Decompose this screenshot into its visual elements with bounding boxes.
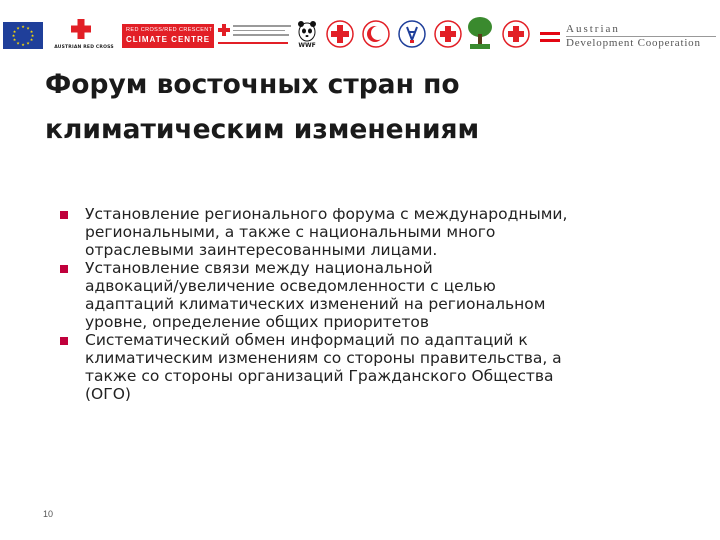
bullet-item bbox=[60, 259, 680, 331]
climate-centre-logo bbox=[122, 24, 214, 48]
bullet-line: климатическим изменениям со стороны правительства, а bbox=[85, 349, 562, 367]
svg-text:★: ★ bbox=[16, 25, 20, 31]
ifrc-underline bbox=[218, 42, 288, 44]
bullet-line: Установление связи между национальной bbox=[85, 259, 433, 277]
tree-society-logo bbox=[466, 16, 494, 50]
bullet-item bbox=[60, 205, 680, 259]
arc-logo-text: AUSTRIAN RED CROSS bbox=[54, 45, 114, 50]
tree-icon bbox=[466, 16, 494, 50]
bullet-line: Систематический обмен информаций по адаптаций к bbox=[85, 331, 528, 349]
bullet-marker-icon bbox=[60, 211, 68, 219]
svg-text:★: ★ bbox=[21, 42, 25, 47]
red-cross-society-logo-3 bbox=[502, 20, 530, 48]
austrian-development-cooperation-logo bbox=[540, 22, 718, 52]
climate-logo-line1: RED CROSS/RED CRESCENT bbox=[126, 27, 213, 33]
emblem-icon bbox=[398, 20, 426, 48]
slide-title bbox=[45, 62, 685, 152]
svg-text:★: ★ bbox=[11, 33, 16, 38]
bullet-line: Установление регионального форума с международными, bbox=[85, 205, 568, 223]
red-crescent-society-logo bbox=[362, 20, 390, 48]
red-cross-society-logo bbox=[326, 20, 354, 48]
red-crescent-icon bbox=[362, 20, 390, 48]
svg-text:★: ★ bbox=[26, 40, 30, 46]
bullet-line: уровне, определение общих приоритетов bbox=[85, 313, 429, 331]
red-cross-society-logo-2 bbox=[434, 20, 462, 48]
bullet-line: региональными, а также с национальными много bbox=[85, 223, 496, 241]
svg-text:★: ★ bbox=[21, 24, 25, 29]
svg-text:★: ★ bbox=[16, 40, 20, 46]
bullet-item bbox=[60, 331, 680, 403]
bullet-text bbox=[85, 259, 680, 331]
ada-equals-icon bbox=[540, 32, 560, 46]
wwf-logo-text: WWF bbox=[298, 42, 316, 49]
svg-text:★: ★ bbox=[12, 37, 17, 42]
slide-title-line: климатическим изменениям bbox=[45, 114, 480, 145]
bullet-text bbox=[85, 331, 680, 403]
ifrc-logo-text-lines bbox=[233, 25, 291, 39]
bullet-marker-icon bbox=[60, 265, 68, 273]
svg-text:★: ★ bbox=[26, 25, 30, 31]
partner-logo-bar bbox=[0, 0, 720, 60]
austrian-red-cross-logo bbox=[50, 18, 118, 50]
ifrc-logo bbox=[218, 22, 292, 50]
svg-text:★: ★ bbox=[12, 29, 17, 34]
red-cross-circle-icon bbox=[434, 20, 462, 48]
svg-text:★: ★ bbox=[29, 29, 34, 34]
bullet-line: (ОГО) bbox=[85, 385, 131, 403]
bullet-line: также со стороны организаций Гражданского Общества bbox=[85, 367, 554, 385]
ifrc-cross-icon bbox=[218, 24, 230, 36]
panda-icon bbox=[297, 20, 317, 42]
bullet-text bbox=[85, 205, 680, 259]
eu-flag-logo bbox=[3, 22, 43, 49]
red-cross-circle-icon bbox=[502, 20, 530, 48]
svg-text:★: ★ bbox=[29, 37, 34, 42]
red-cross-icon bbox=[70, 18, 92, 40]
bullet-line: адвокаций/увеличение осведомленности с целью bbox=[85, 277, 496, 295]
climate-logo-line2: CLIMATE CENTRE bbox=[126, 35, 211, 44]
emblem-society-logo bbox=[398, 20, 426, 48]
red-cross-circle-icon bbox=[326, 20, 354, 48]
bullet-line: отраслевыми заинтересованными лицами. bbox=[85, 241, 438, 259]
svg-text:★: ★ bbox=[30, 33, 35, 38]
ada-logo-line2: Development Cooperation bbox=[566, 37, 701, 49]
bullet-list bbox=[60, 205, 680, 403]
slide-title-line: Форум восточных стран по bbox=[45, 69, 460, 100]
wwf-logo bbox=[297, 20, 317, 50]
page-number: 10 bbox=[43, 509, 54, 519]
bullet-line: адаптаций климатических изменений на региональном bbox=[85, 295, 546, 313]
ada-logo-line1: Austrian bbox=[566, 23, 620, 35]
bullet-marker-icon bbox=[60, 337, 68, 345]
eu-stars-icon bbox=[3, 22, 43, 49]
